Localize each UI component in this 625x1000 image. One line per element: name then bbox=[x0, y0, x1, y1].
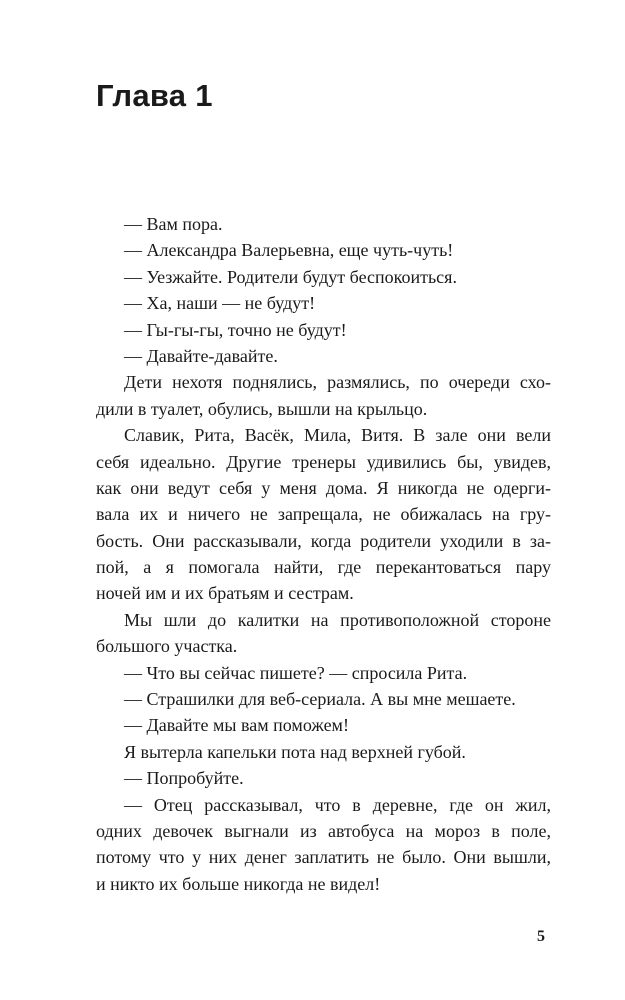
text-line: пой, а я помогала найти, где перекантоваться пару bbox=[96, 557, 551, 578]
page-number: 5 bbox=[537, 928, 545, 945]
text-line: дили в туалет, обулись, вышли на крыльцо. bbox=[96, 398, 428, 419]
text-line: ночей им и их братьям и сестрам. bbox=[96, 583, 354, 604]
text-line: и никто их больше никогда не видел! bbox=[96, 873, 381, 894]
text-line: одних девочек выгнали из автобуса на мороз в поле, bbox=[96, 820, 551, 841]
text-line: Дети нехотя поднялись, размялись, по очереди схо- bbox=[124, 372, 551, 393]
text-line: — Ха, наши — не будут! bbox=[124, 293, 316, 314]
text-line: — Отец рассказывал, что в деревне, где он жил, bbox=[124, 794, 551, 815]
text-line: — Гы-гы-гы, точно не будут! bbox=[124, 319, 347, 340]
chapter-title: Глава 1 bbox=[96, 78, 213, 113]
text-line: — Вам пора. bbox=[124, 214, 223, 234]
text-line: — Давайте-давайте. bbox=[124, 345, 278, 366]
text-line: себя идеально. Другие тренеры удивились бы, увидев, bbox=[96, 451, 551, 472]
text-line: Мы шли до калитки на противоположной стороне bbox=[124, 609, 551, 630]
text-line: — Давайте мы вам поможем! bbox=[124, 715, 349, 736]
text-line: вала их и ничего не запрещала, не обижалась на гру- bbox=[96, 504, 551, 525]
text-line: — Уезжайте. Родители будут беспокоиться. bbox=[124, 266, 457, 287]
text-line: — Что вы сейчас пишете? — спросила Рита. bbox=[124, 662, 468, 683]
text-line: — Попробуйте. bbox=[124, 768, 244, 789]
text-line: большого участка. bbox=[96, 636, 238, 657]
text-line: потому что у них денег заплатить не было. Они вышли, bbox=[96, 847, 551, 868]
text-line: — Страшилки для веб-сериала. А вы мне мешаете. bbox=[124, 689, 516, 710]
body-text bbox=[96, 211, 551, 897]
text-line: Славик, Рита, Васёк, Мила, Витя. В зале они вели bbox=[124, 425, 551, 446]
text-line: бость. Они рассказывали, когда родители уходили в за- bbox=[96, 530, 551, 551]
text-line: как они ведут себя у меня дома. Я никогда не одерги- bbox=[96, 477, 551, 498]
text-line: Я вытерла капельки пота над верхней губой. bbox=[124, 741, 466, 762]
text-line: — Александра Валерьевна, еще чуть-чуть! bbox=[124, 240, 454, 261]
